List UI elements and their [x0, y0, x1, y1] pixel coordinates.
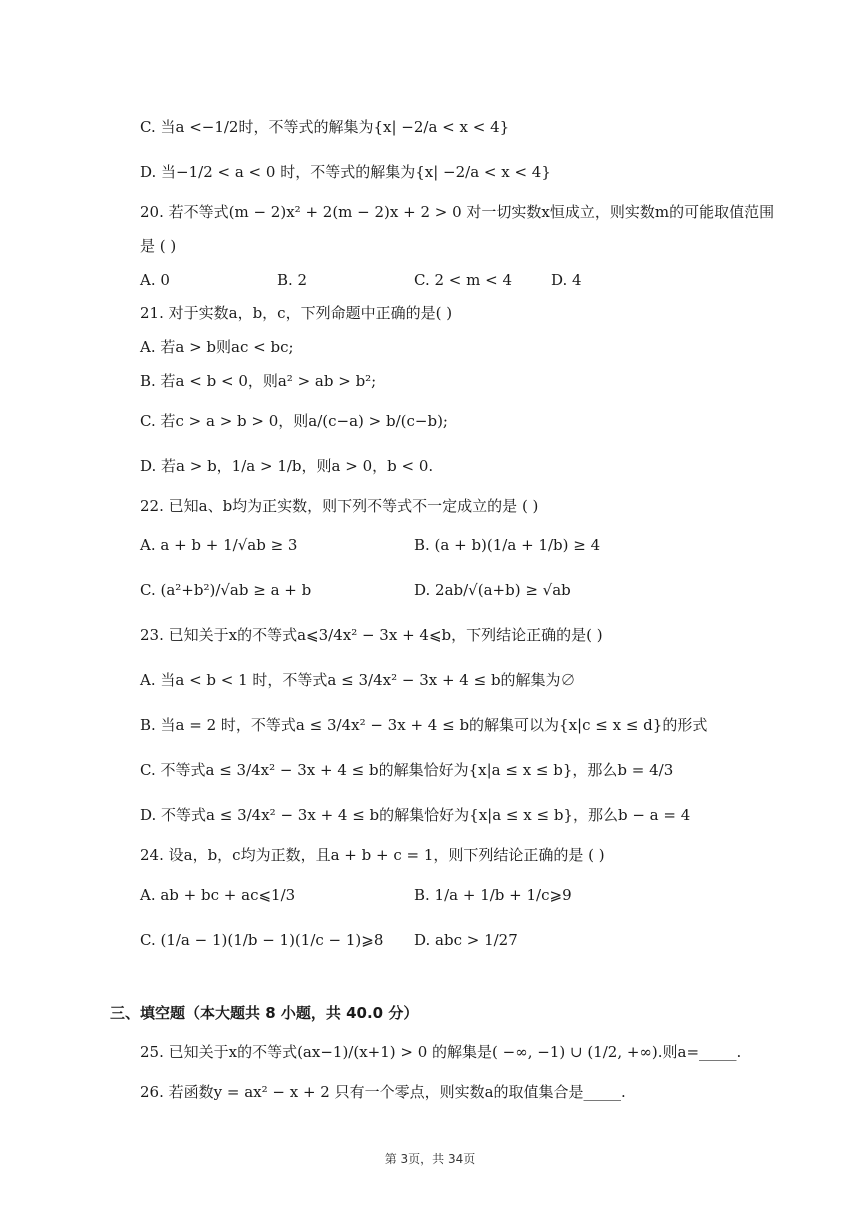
q23-option-d: D. 不等式a ≤ 3/4x² − 3x + 4 ≤ b的解集恰好为{x|a ≤ x ≤ b}，那么b − a = 4	[140, 806, 691, 824]
q21-option-c: C. 若c > a > b > 0，则a/(c−a) > b/(c−b);	[140, 412, 448, 430]
q20-option-b: B. 2	[277, 271, 308, 289]
q21-stem: 21. 对于实数a，b，c，下列命题中正确的是( )	[140, 304, 453, 322]
q20-stem-line2: 是 ( )	[140, 237, 177, 255]
q20-option-a: A. 0	[140, 271, 170, 289]
q24-option-a: A. ab + bc + ac⩽1/3	[140, 886, 296, 904]
q21-option-b: B. 若a < b < 0，则a² > ab > b²;	[140, 372, 377, 390]
q24-stem: 24. 设a，b，c均为正数，且a + b + c = 1，则下列结论正确的是 ( )	[140, 846, 605, 864]
q23-option-c: C. 不等式a ≤ 3/4x² − 3x + 4 ≤ b的解集恰好为{x|a ≤ x ≤ b}，那么b = 4/3	[140, 761, 674, 779]
q22-option-a: A. a + b + 1/√ab ≥ 3	[140, 536, 298, 554]
q24-option-c: C. (1/a − 1)(1/b − 1)(1/c − 1)⩾8	[140, 931, 384, 949]
q23-option-b: B. 当a = 2 时，不等式a ≤ 3/4x² − 3x + 4 ≤ b的解集可以为{x|c ≤ x ≤ d}的形式	[140, 716, 708, 734]
q20-option-d: D. 4	[551, 271, 582, 289]
q24-option-b: B. 1/a + 1/b + 1/c⩾9	[414, 886, 572, 904]
q22-option-d: D. 2ab/√(a+b) ≥ √ab	[414, 581, 571, 599]
q21-option-a: A. 若a > b则ac < bc;	[140, 338, 294, 356]
q22-stem: 22. 已知a、b均为正实数，则下列不等式不一定成立的是 ( )	[140, 497, 539, 515]
q23-stem: 23. 已知关于x的不等式a⩽3/4x² − 3x + 4⩽b，下列结论正确的是( )	[140, 626, 603, 644]
q21-option-d: D. 若a > b，1/a > 1/b，则a > 0，b < 0.	[140, 457, 434, 475]
q20-stem-line1: 20. 若不等式(m − 2)x² + 2(m − 2)x + 2 > 0 对一切实数x恒成立，则实数m的可能取值范围	[140, 203, 775, 221]
q19-option-d: D. 当−1/2 < a < 0 时，不等式的解集为{x| −2/a < x < 4}	[140, 163, 551, 181]
q20-option-c: C. 2 < m < 4	[414, 271, 512, 289]
q26: 26. 若函数y = ax² − x + 2 只有一个零点，则实数a的取值集合是_____.	[140, 1083, 626, 1101]
q24-option-d: D. abc > 1/27	[414, 931, 518, 949]
q22-option-b: B. (a + b)(1/a + 1/b) ≥ 4	[414, 536, 601, 554]
q25: 25. 已知关于x的不等式(ax−1)/(x+1) > 0 的解集是( −∞, −1) ∪ (1/2, +∞).则a=_____.	[140, 1043, 742, 1061]
page-footer: 第 3页，共 34页	[384, 1152, 476, 1166]
q23-option-a: A. 当a < b < 1 时，不等式a ≤ 3/4x² − 3x + 4 ≤ b的解集为∅	[140, 671, 576, 689]
q19-option-c: C. 当a <−1/2时，不等式的解集为{x| −2/a < x < 4}	[140, 118, 510, 136]
q22-option-c: C. (a²+b²)/√ab ≥ a + b	[140, 581, 312, 599]
section-heading-fill-in: 三、填空题（本大题共 8 小题，共 40.0 分）	[110, 1004, 419, 1022]
